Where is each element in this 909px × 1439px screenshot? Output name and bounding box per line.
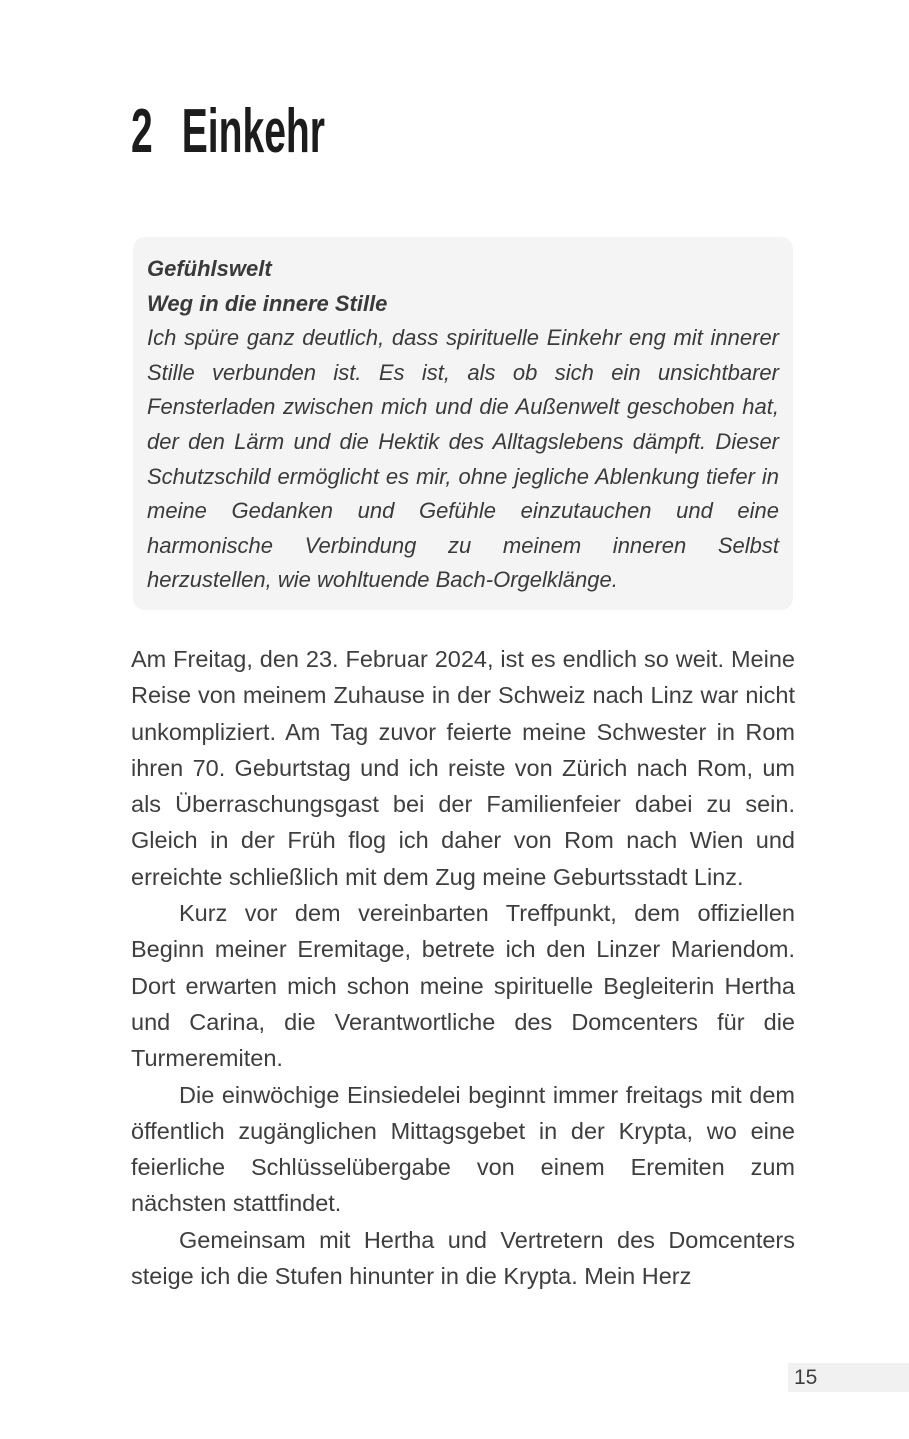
footer-band [788,1363,909,1392]
chapter-title: Einkehr [181,97,325,166]
quote-box-text: Ich spüre ganz deutlich, dass spirituelle Einkehr eng mit innerer Stille verbunden ist. Es ist, als ob sich ein unsichtbarer Fensterladen zwischen mich und die Außenwelt geschoben hat, der den Lärm und die Hektik des Alltagslebens dämpft. Dieser Schutzschild ermöglicht es mir, ohne jegliche Ablenkung tiefer in meine Gedanken und Gefühle einzutauchen und eine harmonische Verbindung zu meinem inneren Selbst herzustellen, wie wohltuende Bach-Orgelklänge. [147,325,779,593]
chapter-heading [131,97,325,166]
paragraph: Am Freitag, den 23. Februar 2024, ist es endlich so weit. Meine Reise von meinem Zuhause in der Schweiz nach Linz war nicht unkompliziert. Am Tag zuvor feierte meine Schwester in Rom ihren 70. Geburtstag und ich reiste von Zürich nach Rom, um als Überraschungsgast bei der Familienfeier dabei zu sein. Gleich in der Früh flog ich daher von Rom nach Wien und erreichte schließlich mit dem Zug meine Geburtsstadt Linz. [131,646,795,890]
quote-box-subtitle: Weg in die innere Stille [147,290,388,316]
body-text [131,641,795,1294]
paragraph: Die einwöchige Einsiedelei beginnt immer freitags mit dem öffentlich zugänglichen Mittagsgebet in der Krypta, wo eine feierliche Schlüsselübergabe von einem Eremiten zum nächsten stattfindet. [131,1081,795,1217]
quote-box [133,237,793,610]
paragraph: Gemeinsam mit Hertha und Vertretern des Domcenters steige ich die Stufen hinunter in die Krypta. Mein Herz [131,1226,795,1290]
page-number: 15 [794,1366,818,1389]
quote-box-title: Gefühlswelt [147,256,272,281]
chapter-number: 2 [131,97,153,166]
paragraph: Kurz vor dem vereinbarten Treffpunkt, dem offiziellen Beginn meiner Eremitage, betrete ich den Linzer Mariendom. Dort erwarten mich schon meine spirituelle Begleiterin Hertha und Carina, die Verantwortliche des Domcenters für die Turmeremiten. [131,900,795,1072]
